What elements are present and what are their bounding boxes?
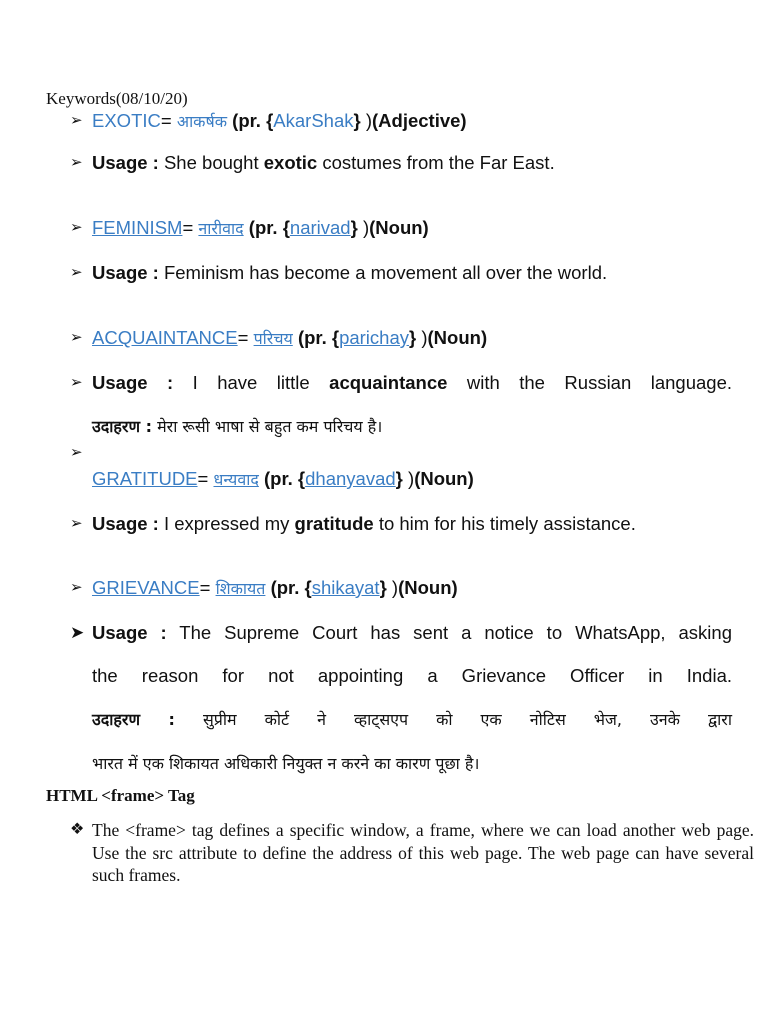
word-acquaintance[interactable]: ACQUAINTANCE bbox=[92, 327, 238, 348]
pronunciation-prefix: (pr. { bbox=[297, 327, 340, 348]
arrow-bullet-bold-icon: ➤ bbox=[70, 623, 85, 642]
pronunciation-grievance[interactable]: shikayat bbox=[311, 577, 380, 598]
usage-gratitude: ➢ Usage : I expressed my gratitude to him for his timely assistance. bbox=[70, 509, 732, 539]
usage-acquaintance: ➢ Usage : I have little acquaintance with the Russian language. bbox=[70, 368, 732, 398]
hindi-word-feminism[interactable]: नारीवाद bbox=[198, 219, 244, 238]
pronunciation-prefix: (pr. { bbox=[232, 110, 274, 131]
hindi-usage-acquaintance: उदाहरण : मेरा रूसी भाषा से बहुत कम परिचय है। bbox=[92, 417, 383, 436]
arrow-bullet-icon: ➢ bbox=[70, 264, 83, 281]
usage-label: Usage : bbox=[92, 513, 159, 534]
page-title: Keywords(08/10/20) bbox=[46, 89, 188, 108]
arrow-bullet-icon: ➢ bbox=[70, 374, 83, 391]
pronunciation-prefix: (pr. { bbox=[264, 468, 306, 489]
arrow-bullet-icon: ➢ bbox=[70, 154, 83, 171]
hindi-usage-grievance-line-2: भारत में एक शिकायत अधिकारी नियुक्त न करने का कारण पूछा है। bbox=[92, 754, 480, 773]
hindi-word-gratitude[interactable]: धन्यवाद bbox=[213, 470, 259, 489]
arrow-bullet-icon: ➢ bbox=[70, 329, 83, 346]
hindi-word-acquaintance[interactable]: परिचय bbox=[253, 329, 293, 348]
arrow-bullet-icon: ➢ bbox=[70, 444, 83, 461]
arrow-bullet-icon: ➢ bbox=[70, 219, 83, 236]
diamond-bullet-icon: ❖ bbox=[70, 821, 85, 838]
empty-bullet bbox=[70, 442, 732, 464]
equals-sign: = bbox=[199, 577, 211, 598]
vocabulary-list bbox=[70, 106, 732, 779]
usage-label: Usage : bbox=[92, 372, 174, 393]
usage-feminism: ➢ Usage : Feminism has become a movement all over the world. bbox=[70, 258, 732, 288]
word-exotic: EXOTIC bbox=[92, 110, 161, 131]
part-of-speech-gratitude: (Noun) bbox=[414, 468, 474, 489]
usage-grievance-line-2: the reason for not appointing a Grievance Officer in India. bbox=[92, 665, 732, 686]
part-of-speech-exotic: (Adjective) bbox=[372, 110, 467, 131]
arrow-bullet-icon: ➢ bbox=[70, 515, 83, 532]
word-heading-acquaintance: ➢ ACQUAINTANCE= परिचय (pr. {parichay} )(Noun) bbox=[70, 323, 732, 354]
usage-label: Usage : bbox=[92, 622, 167, 643]
equals-sign: = bbox=[237, 327, 249, 348]
part-of-speech-grievance: (Noun) bbox=[398, 577, 458, 598]
usage-exotic: ➢ Usage : She bought exotic costumes from the Far East. bbox=[70, 148, 732, 178]
part-of-speech-feminism: (Noun) bbox=[369, 217, 429, 238]
word-grievance[interactable]: GRIEVANCE bbox=[92, 577, 200, 598]
hindi-word-grievance[interactable]: शिकायत bbox=[215, 579, 266, 598]
usage-label: Usage : bbox=[92, 152, 159, 173]
usage-label: Usage : bbox=[92, 262, 159, 283]
equals-sign: = bbox=[182, 217, 194, 238]
pronunciation-prefix: (pr. { bbox=[248, 217, 290, 238]
word-heading-gratitude: GRATITUDE= धन्यवाद (pr. {dhanyavad} )(Noun) bbox=[92, 468, 474, 489]
pronunciation-prefix: (pr. { bbox=[270, 577, 312, 598]
word-heading-feminism: ➢ FEMINISM= नारीवाद (pr. {narivad} )(Noun) bbox=[70, 213, 732, 244]
arrow-bullet-icon: ➢ bbox=[70, 579, 83, 596]
word-heading-grievance: ➢ GRIEVANCE= शिकायत (pr. {shikayat} )(Noun) bbox=[70, 573, 732, 604]
paragraph-text: The <frame> tag defines a specific window, a frame, where we can load another web page. Use the src attribute to define the address of this web page. The web page can have several such frames. bbox=[92, 820, 754, 885]
pronunciation-feminism[interactable]: narivad bbox=[289, 217, 351, 238]
pronunciation-exotic: AkarShak bbox=[273, 110, 354, 131]
word-gratitude[interactable]: GRATITUDE bbox=[92, 468, 198, 489]
word-feminism[interactable]: FEMINISM bbox=[92, 217, 183, 238]
equals-sign: = bbox=[160, 110, 172, 131]
arrow-bullet-icon: ➢ bbox=[70, 112, 83, 129]
pronunciation-acquaintance[interactable]: parichay bbox=[339, 327, 409, 348]
part-of-speech-acquaintance: (Noun) bbox=[427, 327, 488, 348]
hindi-word-exotic: आकर्षक bbox=[176, 112, 228, 131]
section-title: HTML <frame> Tag bbox=[46, 786, 195, 805]
hindi-example-label: उदाहरण : bbox=[92, 710, 175, 729]
hindi-usage-grievance-line-1: उदाहरण : सुप्रीम कोर्ट ने व्हाट्सएप को एक नोटिस भेज, उनके द्वारा bbox=[92, 710, 732, 729]
section-paragraph bbox=[70, 819, 754, 887]
hindi-example-label: उदाहरण : bbox=[92, 417, 152, 436]
word-heading-exotic: ➢ EXOTIC= आकर्षक (pr. {AkarShak} )(Adjective) bbox=[70, 106, 732, 137]
pronunciation-gratitude[interactable]: dhanyavad bbox=[305, 468, 396, 489]
usage-grievance-line-1: ➤ Usage : The Supreme Court has sent a notice to WhatsApp, asking bbox=[70, 618, 732, 648]
equals-sign: = bbox=[197, 468, 209, 489]
